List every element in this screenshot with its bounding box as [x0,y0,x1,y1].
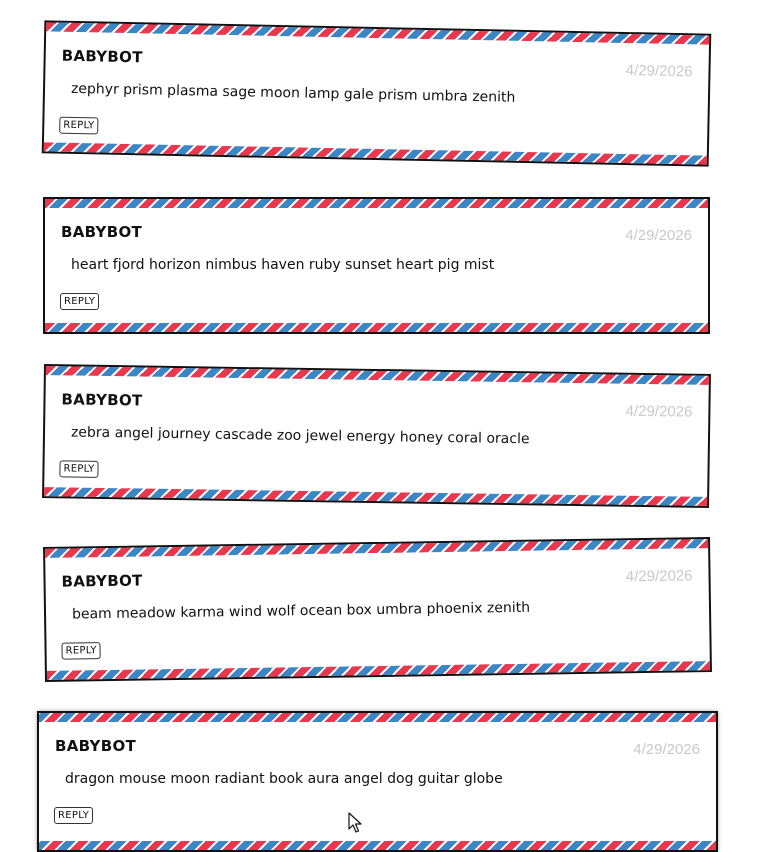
comment-card [43,537,712,682]
comment-message: dragon mouse moon radiant book aura angel dog guitar globe [65,771,503,787]
airmail-stripe-top [39,713,716,722]
comment-card [42,364,711,508]
airmail-stripe-bottom [44,487,707,506]
comment-author: BABYBOT [61,390,143,410]
airmail-stripe-top [45,539,708,558]
comment-message: beam meadow karma wind wolf ocean box umbra phoenix zenith [71,599,531,623]
comment-date: 4/29/2026 [625,567,693,586]
reply-button[interactable]: REPLY [60,293,99,310]
airmail-stripe-top [46,366,709,385]
comment-message: zebra angel journey cascade zoo jewel energy honey coral oracle [70,424,530,448]
comment-card [43,197,710,334]
airmail-stripe-bottom [47,661,710,680]
airmail-stripe-top [46,22,709,44]
airmail-stripe-bottom [45,323,708,332]
comment-message: zephyr prism plasma sage moon lamp gale prism umbra zenith [70,80,516,106]
reply-button[interactable]: REPLY [54,807,93,824]
comment-card [37,711,718,852]
comment-author: BABYBOT [61,223,143,241]
comment-date: 4/29/2026 [625,402,693,421]
comment-author: BABYBOT [55,737,137,755]
comment-card [42,20,712,166]
comment-date: 4/29/2026 [633,741,700,758]
reply-button[interactable]: REPLY [61,642,100,660]
comment-message: heart fjord horizon nimbus haven ruby sunset heart pig mist [71,257,495,273]
comment-author: BABYBOT [61,46,143,67]
airmail-stripe-top [45,199,708,208]
reply-button[interactable]: REPLY [59,460,98,478]
airmail-stripe-bottom [39,841,716,850]
reply-button[interactable]: REPLY [59,117,98,135]
comment-author: BABYBOT [61,571,143,591]
comment-date: 4/29/2026 [625,227,692,244]
airmail-stripe-bottom [44,142,707,164]
comment-date: 4/29/2026 [625,62,693,81]
